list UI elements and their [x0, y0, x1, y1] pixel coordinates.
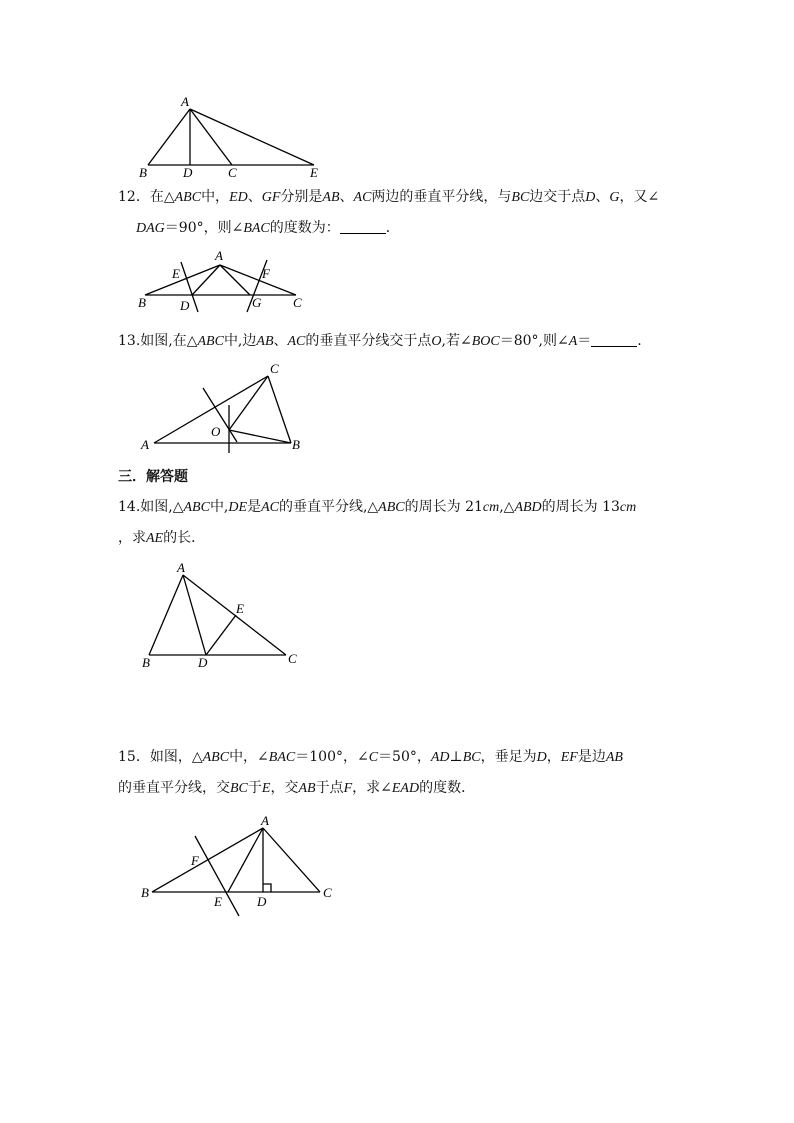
- label-a: A: [215, 248, 223, 263]
- label-c: C: [323, 885, 332, 900]
- segment-ab: [145, 265, 220, 295]
- question-14: 14.如图,△ABC中,DE是AC的垂直平分线,△ABC的周长为 21cm,△ABD的周长为 13cm ，求AE的长．: [118, 499, 637, 546]
- segment-de: [206, 615, 236, 655]
- answer-blank: [340, 217, 386, 234]
- label-b: B: [138, 295, 146, 310]
- answer-blank: [591, 330, 637, 347]
- label-a: A: [261, 813, 269, 828]
- label-b: B: [141, 885, 149, 900]
- label-f: F: [191, 853, 199, 868]
- segment-ac: [183, 575, 286, 655]
- label-c: C: [288, 651, 297, 666]
- segment-ad: [192, 265, 220, 295]
- question-number: 12．: [118, 189, 150, 205]
- label-e: E: [214, 894, 222, 909]
- question-15: 15．如图，△ABC中，∠BAC＝100°，∠C＝50°，AD⊥BC，垂足为D，EF是边AB 的垂直平分线，交BC于E，交AB于点F，求∠EAD的度数．: [118, 749, 623, 796]
- question-number: 14.: [118, 499, 141, 515]
- right-angle-mark: [263, 884, 271, 892]
- question-12: 12．在△ABC中，ED、GF分别是AB、AC两边的垂直平分线，与BC边交于点D、G，又∠ DAG＝90°，则∠BAC的度数为： ．: [118, 189, 660, 236]
- segment-ac: [220, 265, 296, 295]
- label-d: D: [257, 894, 267, 909]
- figure-q14: [0, 555, 794, 675]
- label-b: B: [142, 655, 150, 670]
- label-d: D: [180, 298, 190, 313]
- section-title: 三．解答题: [118, 469, 188, 485]
- question-number: 13.: [118, 333, 141, 349]
- label-d: D: [198, 655, 208, 670]
- label-b: B: [292, 437, 300, 452]
- figure-q15: [0, 805, 794, 925]
- figure-q13: [0, 355, 794, 460]
- label-d: D: [183, 165, 193, 180]
- segment-ab: [148, 109, 190, 165]
- label-a: A: [177, 560, 185, 575]
- figure-q12: [0, 240, 794, 320]
- figure-q11: [0, 0, 794, 190]
- question-13: 13.如图,在△ABC中,边AB、AC的垂直平分线交于点O,若∠BOC＝80°,则∠A＝ .: [118, 326, 688, 357]
- segment-ac: [263, 828, 320, 892]
- segment-ag: [220, 265, 250, 295]
- label-g: G: [252, 295, 262, 310]
- segment-ad: [183, 575, 206, 655]
- segment-oc: [229, 376, 268, 430]
- label-o: O: [211, 424, 221, 439]
- segment-ab: [149, 575, 183, 655]
- label-e: E: [172, 266, 180, 281]
- label-c: C: [228, 165, 237, 180]
- label-f: F: [262, 266, 270, 281]
- label-c: C: [270, 361, 279, 376]
- label-e: E: [310, 165, 318, 180]
- label-c: C: [293, 295, 302, 310]
- segment-cb: [268, 376, 291, 443]
- label-b: B: [139, 165, 147, 180]
- label-a: A: [141, 437, 149, 452]
- segment-ae: [190, 109, 314, 165]
- label-e: E: [236, 601, 244, 616]
- label-a: A: [181, 94, 189, 109]
- segment-ob: [229, 430, 291, 443]
- question-number: 15．: [118, 749, 150, 765]
- segment-ac: [190, 109, 232, 165]
